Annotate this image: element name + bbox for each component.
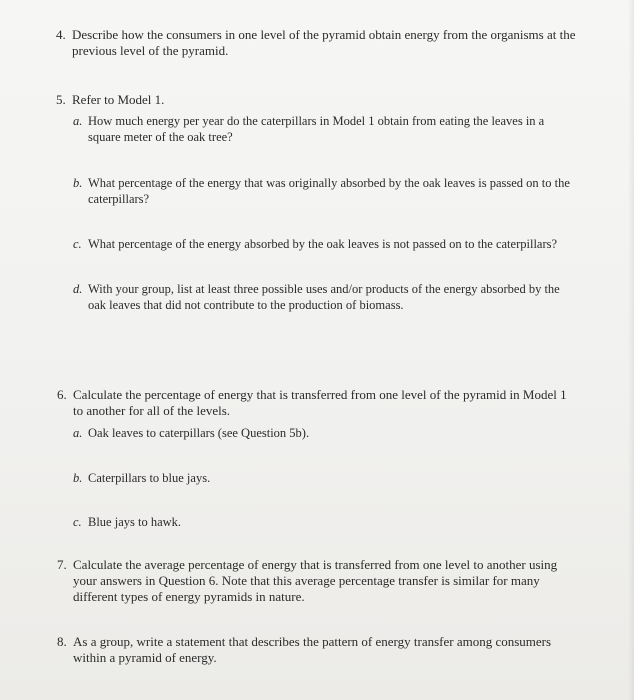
question-text: As a group, write a statement that describes the pattern of energy transfer among consumers within a pyramid of energy. [73,634,552,665]
part-label: c. [73,237,82,251]
part-label: b. [73,471,83,485]
question-number: 5. [56,92,66,107]
part-label: b. [73,176,83,190]
page-edge-shadow [628,0,634,700]
part-text: Oak leaves to caterpillars (see Question 5b). [88,426,310,440]
part-label: d. [73,282,83,296]
part-label: a. [73,114,83,128]
question-number: 4. [56,27,66,42]
part-label: a. [73,426,83,440]
question-number: 6. [57,387,67,402]
question-number: 8. [57,634,67,649]
part-text: What percentage of the energy that was originally absorbed by the oak leaves is passed on to the caterpillars? [88,176,570,206]
question-text: Calculate the average percentage of energy that is transferred from one level to another using your answers in Question 6. Note that this average percentage transfer is similar for many different types of energy pyramids in nature. [73,557,558,604]
part-text: How much energy per year do the caterpillars in Model 1 obtain from eating the leaves in a square meter of the oak tree? [88,114,545,144]
part-text: Caterpillars to blue jays. [88,471,211,485]
part-text: With your group, list at least three possible uses and/or products of the energy absorbed by the oak leaves that did not contribute to the production of biomass. [88,282,560,312]
part-label: c. [73,515,82,529]
question-text: Refer to Model 1. [72,92,165,107]
question-text: Calculate the percentage of energy that is transferred from one level of the pyramid in Model 1 to another for all of the levels. [73,387,567,418]
part-text: Blue jays to hawk. [88,515,182,529]
question-number: 7. [57,557,67,572]
part-text: What percentage of the energy absorbed by the oak leaves is not passed on to the caterpillars? [88,237,558,251]
question-text: Describe how the consumers in one level of the pyramid obtain energy from the organisms at the previous level of the pyramid. [72,27,576,58]
